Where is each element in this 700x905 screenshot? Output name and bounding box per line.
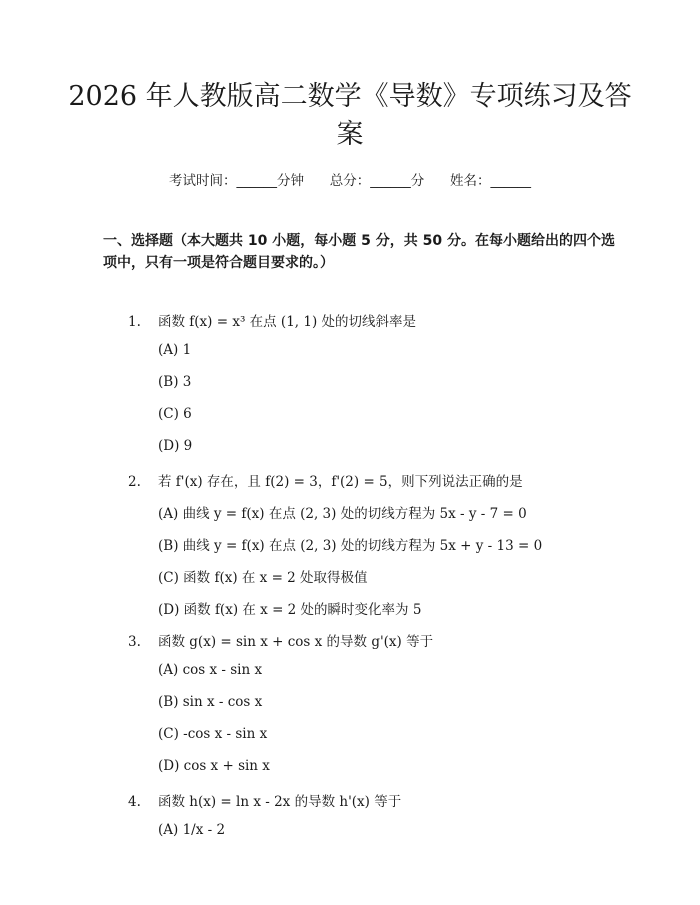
page-title: 2026 年人教版高二数学《导数》专项练习及答案 (68, 81, 632, 150)
option-3d: (D) cos x + sin x (158, 758, 270, 774)
question-2 (128, 470, 523, 490)
exam-info-line: 考试时间：______分钟 总分：______分 姓名：______ (169, 173, 531, 189)
question-number: 3. (128, 634, 141, 650)
option-2c: (C) 函数 f(x) 在 x = 2 处取得极值 (158, 570, 368, 586)
option-4a: (A) 1/x - 2 (158, 822, 226, 838)
question-stem: 函数 g(x) = sin x + cos x 的导数 g'(x) 等于 (158, 634, 434, 650)
option-1a: (A) 1 (158, 342, 192, 358)
question-4 (128, 790, 401, 810)
option-3c: (C) -cos x - sin x (158, 726, 268, 742)
option-2d: (D) 函数 f(x) 在 x = 2 处的瞬时变化率为 5 (158, 602, 422, 618)
option-1d: (D) 9 (158, 438, 193, 454)
option-2b: (B) 曲线 y = f(x) 在点 (2, 3) 处的切线方程为 5x + y - 13 = 0 (158, 538, 543, 554)
option-1b: (B) 3 (158, 374, 192, 390)
question-stem: 若 f'(x) 存在，且 f(2) = 3，f'(2) = 5，则下列说法正确的是 (158, 474, 523, 490)
option-1c: (C) 6 (158, 406, 192, 422)
option-3a: (A) cos x - sin x (158, 662, 263, 678)
question-number: 2. (128, 474, 141, 490)
question-number: 4. (128, 794, 141, 810)
question-3 (128, 630, 433, 650)
option-3b: (B) sin x - cos x (158, 694, 263, 710)
question-stem: 函数 f(x) = x³ 在点 (1, 1) 处的切线斜率是 (158, 314, 417, 330)
question-stem: 函数 h(x) = ln x - 2x 的导数 h'(x) 等于 (158, 794, 402, 810)
section-heading: 一、选择题（本大题共 10 小题，每小题 5 分，共 50 分。在每小题给出的四个选项中，只有一项是符合题目要求的。） (103, 233, 615, 271)
question-number: 1. (128, 314, 141, 330)
option-2a: (A) 曲线 y = f(x) 在点 (2, 3) 处的切线方程为 5x - y - 7 = 0 (158, 506, 527, 522)
question-1 (128, 310, 416, 330)
